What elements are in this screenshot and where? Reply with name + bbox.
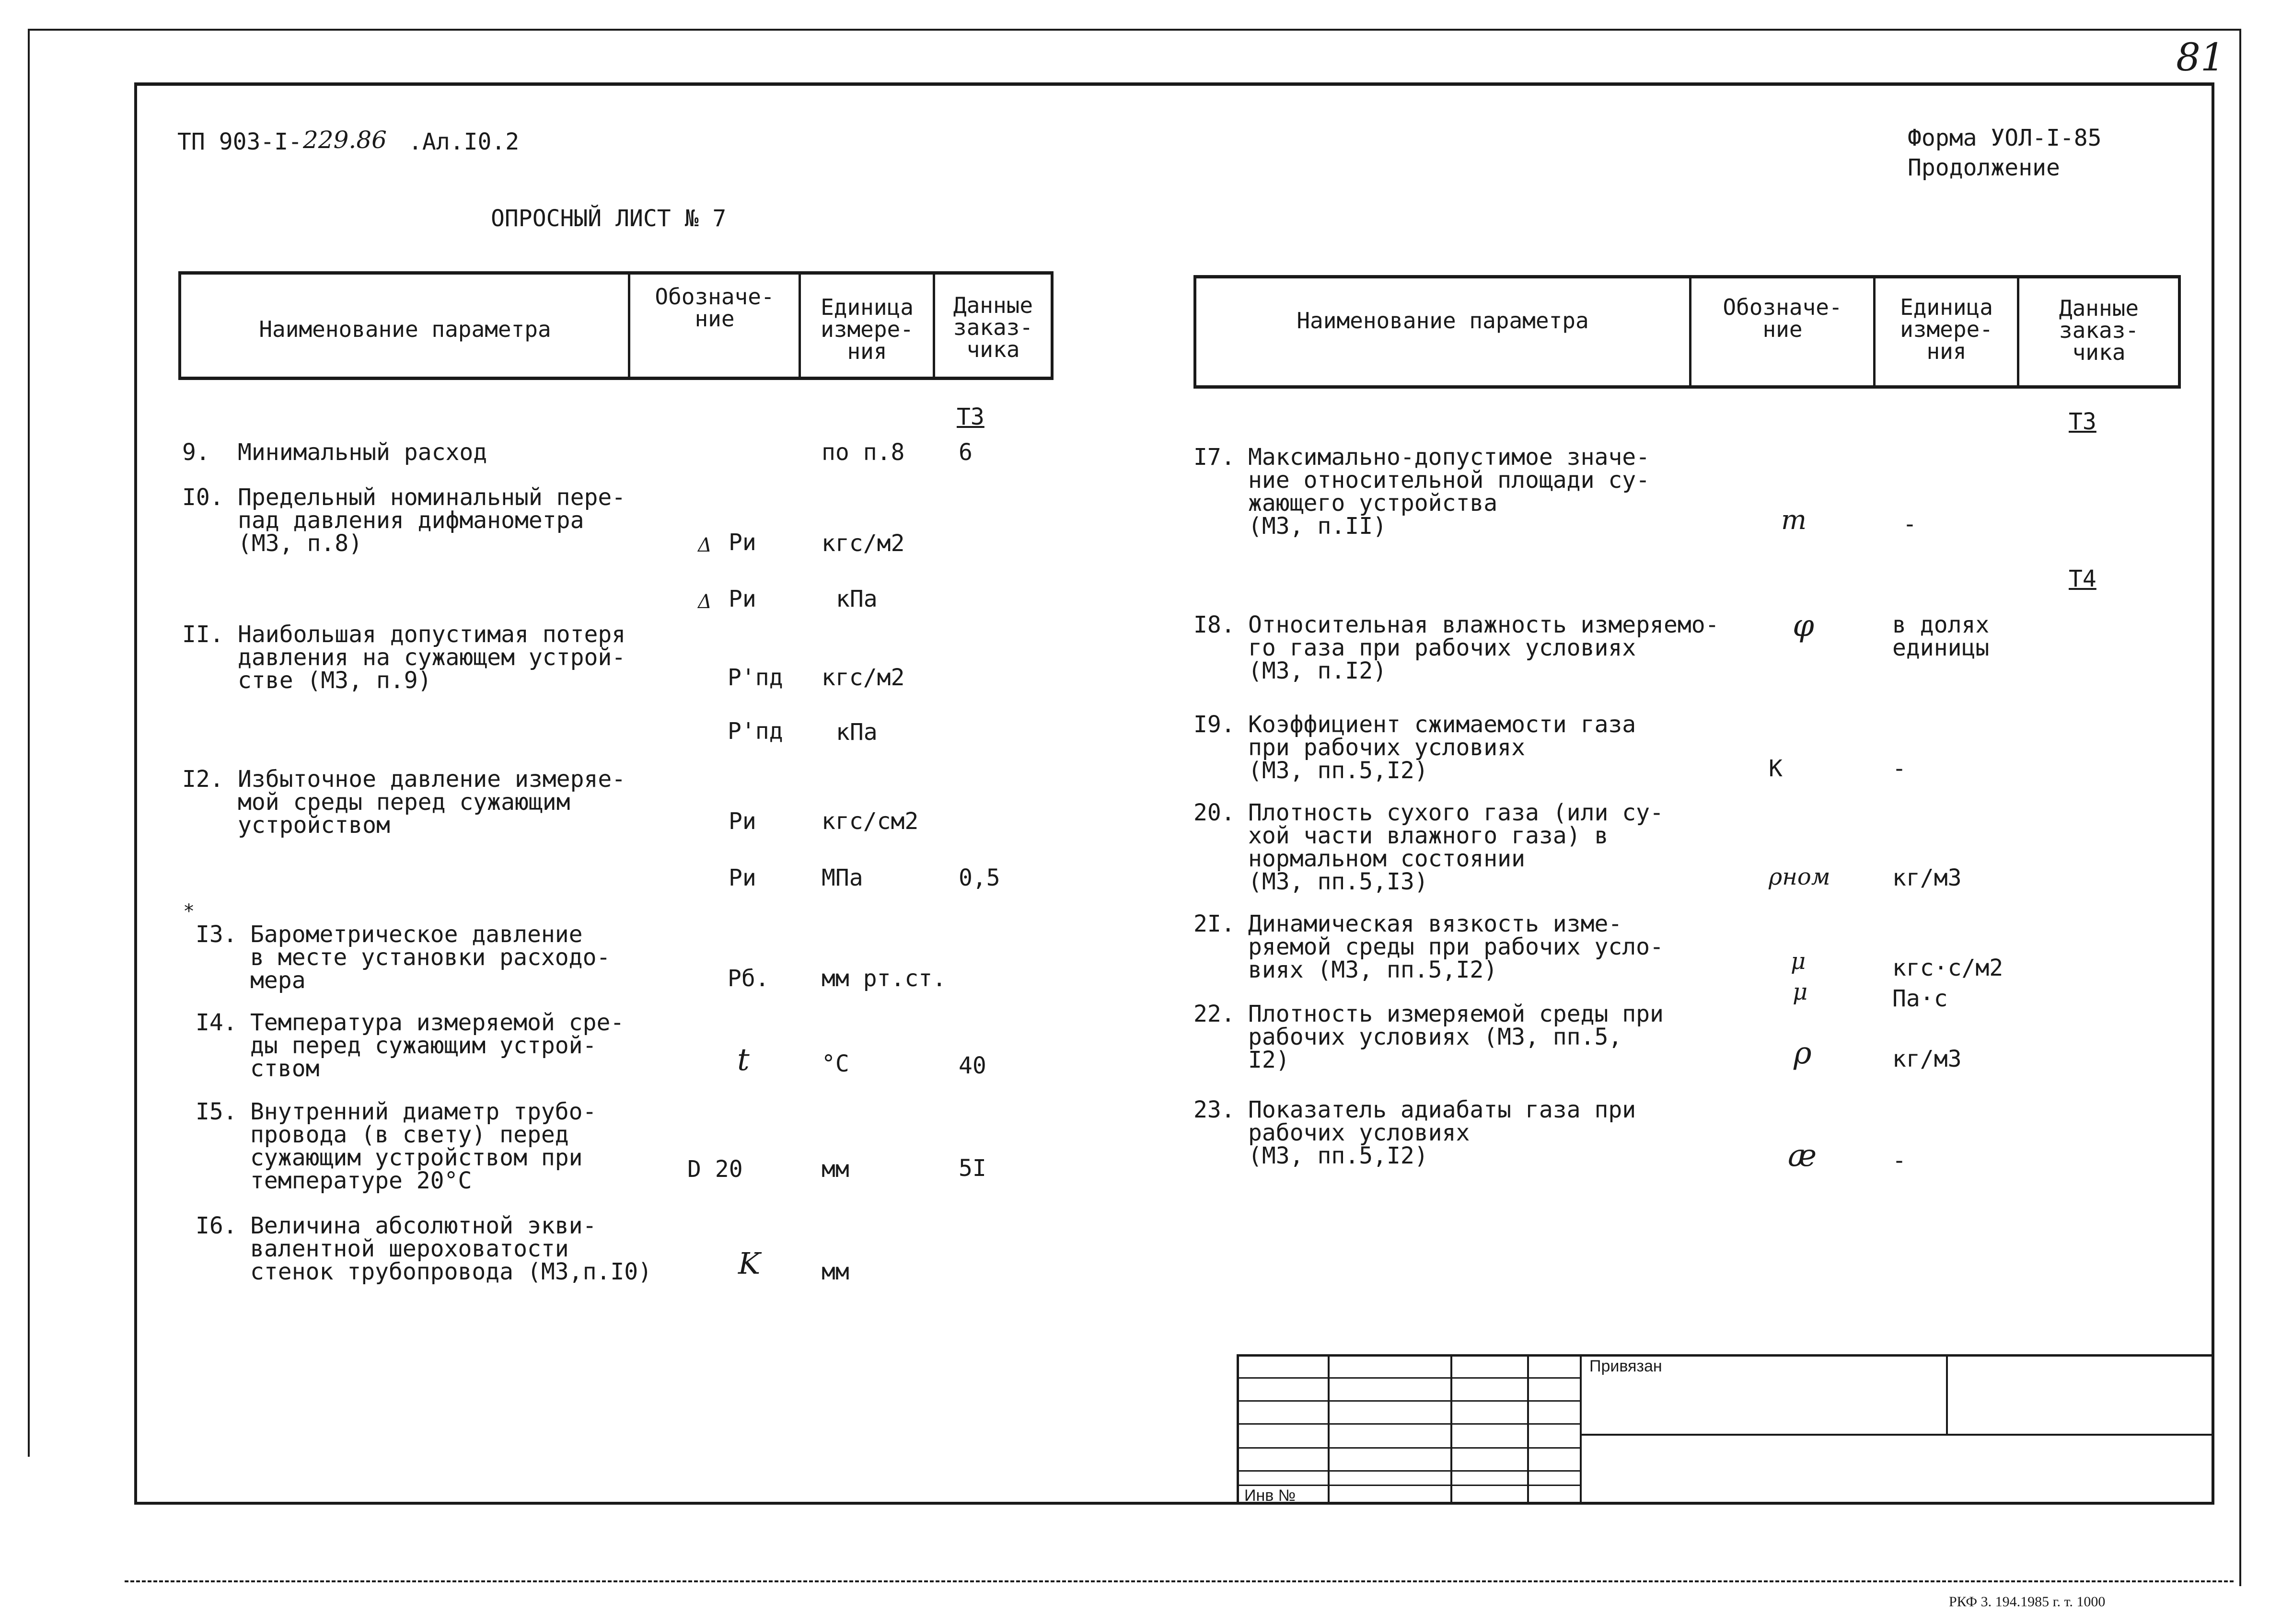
left-section-t3: Т3 bbox=[957, 403, 984, 430]
doc-code: ТП 903-I- bbox=[177, 128, 302, 155]
continuation-label: Продолжение bbox=[1908, 154, 2060, 181]
delta-mark: Δ bbox=[698, 534, 712, 556]
right-header-data: Данные заказ- чика bbox=[2059, 295, 2139, 365]
right-header-symbol: Обозначе- ние bbox=[1723, 294, 1842, 342]
bound-label: Привязан bbox=[1589, 1357, 1662, 1375]
footer-code: РКФ 3. 194.1985 г. т. 1000 bbox=[1949, 1594, 2106, 1610]
right-header-name: Наименование параметра bbox=[1297, 308, 1589, 334]
delta-mark: Δ bbox=[698, 591, 712, 613]
doc-code-handwritten: 229.86 bbox=[303, 126, 387, 154]
doc-album: .Ал.I0.2 bbox=[408, 128, 520, 155]
left-header-data: Данные заказ- чика bbox=[953, 292, 1033, 362]
asterisk-mark: * bbox=[183, 900, 195, 922]
sheet-title: ОПРОСНЫЙ ЛИСТ № 7 bbox=[491, 205, 727, 232]
right-header-unit: Единица измере- ния bbox=[1900, 294, 1993, 364]
inventory-label: Инв № bbox=[1244, 1486, 1296, 1505]
form-label: Форма УОЛ-I-85 bbox=[1908, 125, 2102, 151]
left-header-symbol: Обозначе- ние bbox=[655, 284, 775, 332]
left-header-unit: Единица измере- ния bbox=[821, 294, 914, 364]
right-section-t3: Т3 bbox=[2069, 408, 2096, 435]
page-number: 81 bbox=[2176, 35, 2225, 80]
right-section-t4: Т4 bbox=[2069, 565, 2096, 592]
left-header-name: Наименование параметра bbox=[259, 316, 551, 342]
